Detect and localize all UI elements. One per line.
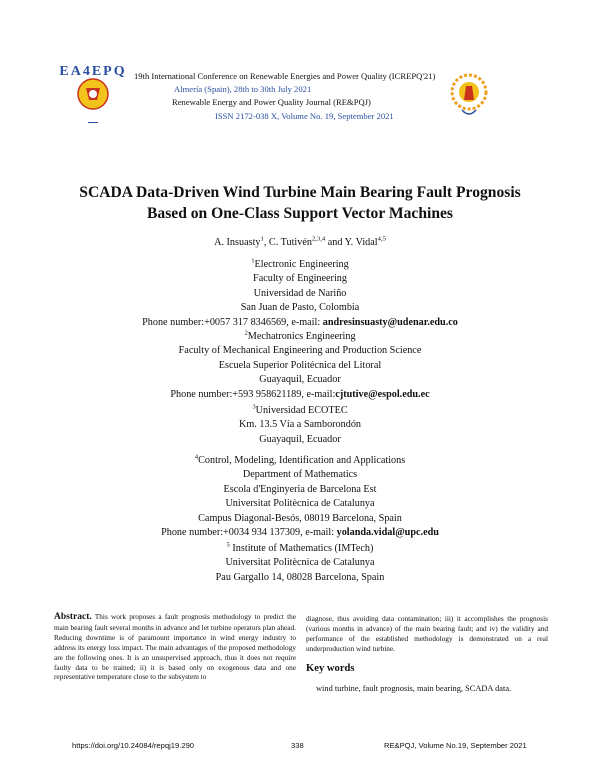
affiliation-1 xyxy=(40,258,560,330)
affiliation-sup: 4 xyxy=(194,453,199,461)
author-affiliation-sup: 2,3,4 xyxy=(311,235,326,243)
affiliation-contact: Phone number:+0057 317 8346569, e-mail: xyxy=(142,316,323,328)
left-conference-logo xyxy=(56,64,130,124)
affiliation-contact: Phone number:+0034 934 137309, e-mail: xyxy=(161,527,337,539)
affiliation-line: Guayaquil, Ecuador xyxy=(259,433,341,445)
affiliation-contact: Phone number:+593 958621189, e-mail: xyxy=(170,388,336,400)
conference-name: 19th International Conference on Renewable Energies and Power Quality (ICREPQ'21) xyxy=(134,71,436,81)
footer-page-number: 338 xyxy=(291,741,304,750)
author-email-link[interactable]: yolanda.vidal@upc.edu xyxy=(336,527,439,539)
right-conference-logo xyxy=(444,66,494,124)
paper-title xyxy=(40,182,560,224)
conference-location: Almería (Spain), 28th to 30th July 2021 xyxy=(174,84,312,94)
affiliation-4 xyxy=(40,454,560,540)
affiliation-line: Pau Gargallo 14, 08028 Barcelona, Spain xyxy=(215,571,385,583)
sun-figure-logo-icon xyxy=(444,66,494,124)
footer-doi-link[interactable]: https://doi.org/10.24084/repqj19.290 xyxy=(72,741,195,750)
author-email-link[interactable]: andresinsuasty@udenar.edu.co xyxy=(322,316,458,328)
author-affiliation-sup: 4,5 xyxy=(377,235,386,243)
footer-journal-info: RE&PQJ, Volume No.19, September 2021 xyxy=(384,741,527,750)
keywords-heading: Key words xyxy=(306,663,355,674)
affiliation-line: Institute of Mathematics (IMTech) xyxy=(229,543,374,554)
journal-name: Renewable Energy and Power Quality Journal (RE&PQJ) xyxy=(172,97,371,107)
affiliation-sup: 3 xyxy=(252,403,256,411)
paper-title-line-1: SCADA Data-Driven Wind Turbine Main Bearing Fault Prognosis xyxy=(79,184,521,201)
author-affiliation-sup: 1 xyxy=(260,235,264,243)
affiliation-line: Campus Diagonal-Besós, 08019 Barcelona, Spain xyxy=(198,512,402,524)
affiliation-line: Km. 13.5 Vía a Samborondón xyxy=(238,419,362,431)
affiliation-line: Department of Mathematics xyxy=(242,469,358,481)
affiliation-sup: 2 xyxy=(244,329,248,337)
left-logo-text: EA4EPQ xyxy=(59,64,127,79)
abstract-heading: Abstract. xyxy=(54,612,92,622)
journal-issn: ISSN 2172-038 X, Volume No. 19, September 2021 xyxy=(215,111,394,121)
abstract-right-column xyxy=(306,614,548,654)
author-name: , C. Tutivén xyxy=(263,237,312,248)
abstract-text: This work proposes a fault prognosis methodology to predict the main bearing fault several months in advance and let turbine operators plan ahead. Reducing downtime is of paramount importance in wind energy industry to address its energy loss impact. The main advantages of the proposed methodology are the following ones. It is an unsupervised approach, thus it does not require faulty data to be trained; ii) it is based only on exogenous data and one representative temperature close to the subsystem to xyxy=(54,612,296,682)
affiliation-line: Escola d'Enginyeria de Barcelona Est xyxy=(223,483,377,495)
affiliation-2 xyxy=(40,330,560,402)
affiliation-line: Universidad de Nariño xyxy=(253,287,347,299)
authors-line xyxy=(40,236,560,250)
abstract-left-column xyxy=(54,612,296,682)
abstract-text-continued: diagnose, thus avoiding data contamination; iii) it accomplishes the prognosis (various months in advance) of the main bearing fault; and iv) the validity and performance of the established methodology is demonstrated on a real underproduction wind turbine. xyxy=(306,614,548,653)
affiliation-line: Universitat Politècnica de Catalunya xyxy=(225,498,375,510)
affiliation-line: Control, Modeling, Identification and Applications xyxy=(198,455,406,466)
author-name: and Y. Vidal xyxy=(325,237,378,248)
author-email-link[interactable]: cjtutive@espol.edu.ec xyxy=(335,388,430,400)
paper-title-line-2: Based on One-Class Support Vector Machines xyxy=(147,205,453,222)
affiliation-line: Faculty of Engineering xyxy=(253,273,347,285)
author-name: A. Insuasty xyxy=(214,237,261,248)
affiliation-line: Electronic Engineering xyxy=(254,259,349,270)
affiliation-line: Mechatronics Engineering xyxy=(247,331,356,342)
affiliation-line: Universitat Politècnica de Catalunya xyxy=(225,557,375,569)
affiliation-3 xyxy=(40,404,560,447)
keywords-text: wind turbine, fault prognosis, main bearing, SCADA data. xyxy=(316,684,512,693)
left-logo-underline xyxy=(88,122,98,123)
affiliation-line: Universidad ECOTEC xyxy=(255,405,348,416)
affiliation-line: Guayaquil, Ecuador xyxy=(259,374,341,386)
affiliation-line: Faculty of Mechanical Engineering and Production Science xyxy=(178,345,422,357)
affiliation-line: Escuela Superior Politécnica del Litoral xyxy=(218,359,382,371)
affiliation-line: San Juan de Pasto, Colombia xyxy=(240,302,360,314)
affiliation-sup: 1 xyxy=(251,257,255,265)
affiliation-5 xyxy=(40,542,560,585)
affiliation-sup: 5 xyxy=(226,541,230,549)
